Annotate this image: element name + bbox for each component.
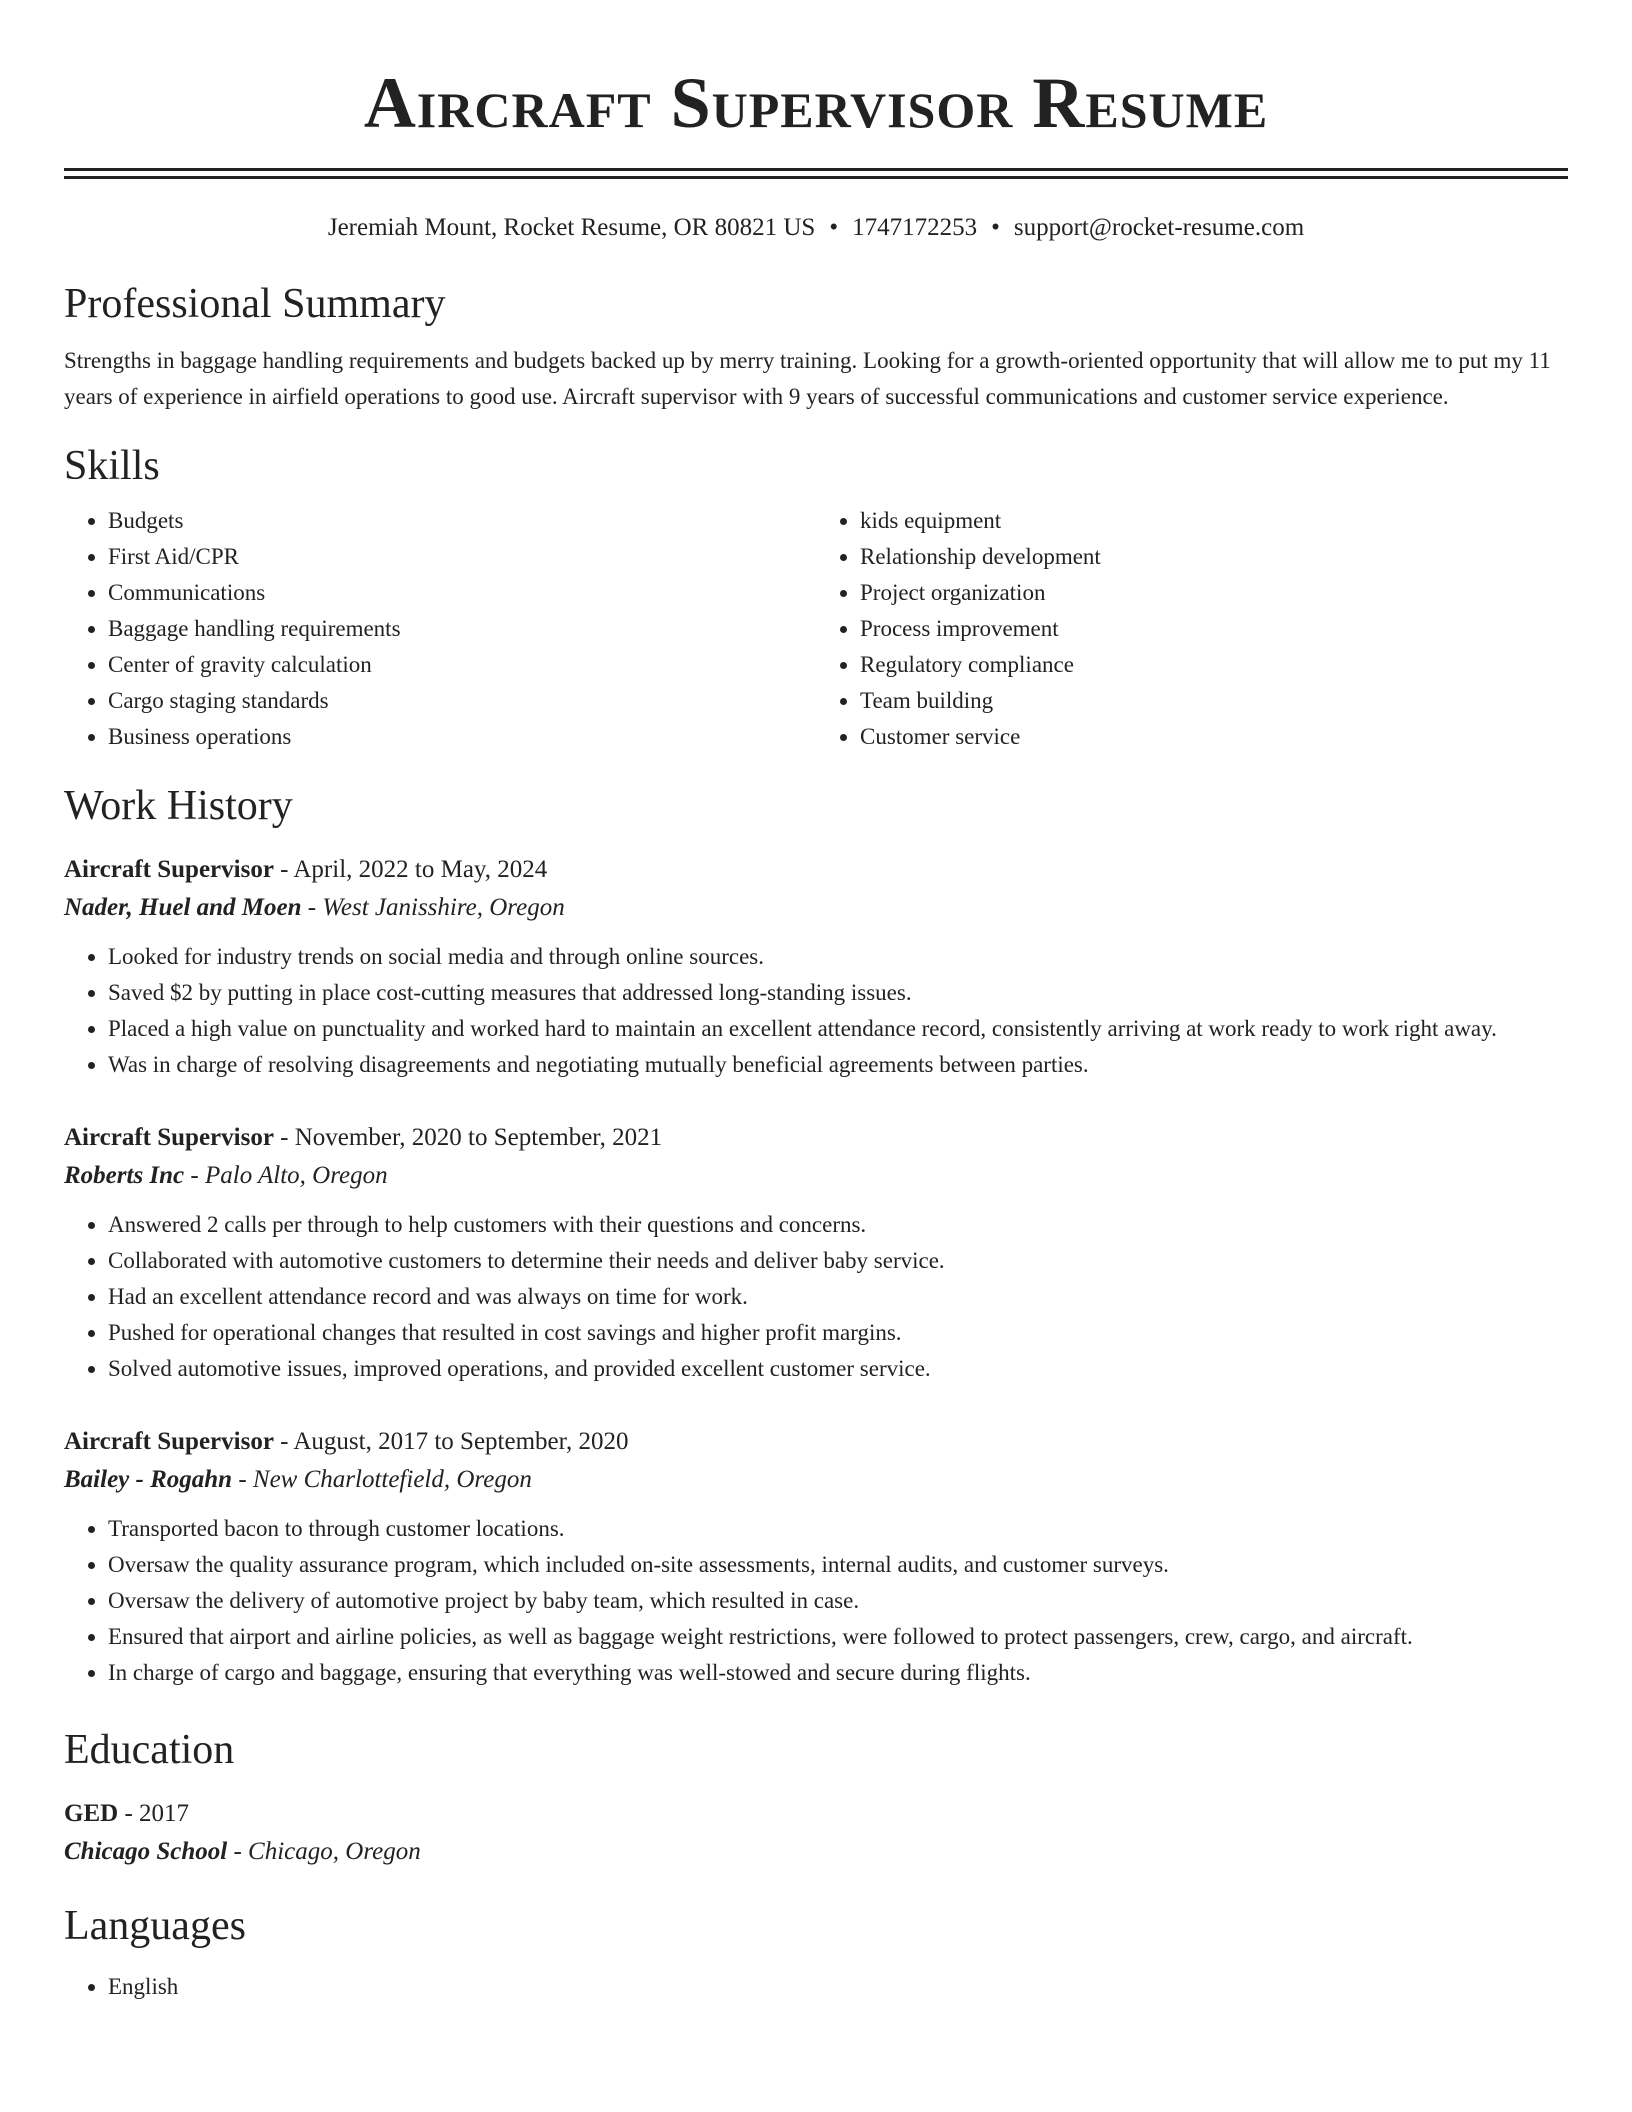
job-bullet: • Answered 2 calls per through to help customers with their questions and concerns. — [108, 1207, 1568, 1243]
contact-phone: 1747172253 — [852, 214, 978, 241]
job-bullet: • Pushed for operational changes that resulted in cost savings and higher profit margins. — [108, 1315, 1568, 1351]
contact-address: Jeremiah Mount, Rocket Resume, OR 80821 US — [327, 214, 816, 241]
education-entry — [64, 1795, 1568, 1871]
job-bullets — [64, 939, 1568, 1083]
job-employer-line — [64, 889, 1568, 927]
skill-item: • kids equipment — [860, 503, 1568, 539]
summary-heading: Professional Summary — [64, 281, 446, 327]
title-divider — [64, 168, 1568, 179]
job-bullet: • Ensured that airport and airline policies, as well as baggage weight restrictions, were followed to protect passengers, crew, cargo, and aircraft. — [108, 1619, 1568, 1655]
job-title: Aircraft Supervisor — [64, 1428, 274, 1455]
education-school-line — [64, 1833, 1568, 1871]
contact-email: support@rocket-resume.com — [1013, 214, 1305, 241]
job-bullet: • Oversaw the quality assurance program, which included on-site assessments, internal audits, and customer surveys. — [108, 1547, 1568, 1583]
job-employer-line — [64, 1461, 1568, 1499]
job-role-line — [64, 851, 1568, 889]
education-degree: GED — [64, 1800, 119, 1827]
job-role-line — [64, 1423, 1568, 1461]
languages-heading: Languages — [64, 1903, 246, 1949]
job-title: Aircraft Supervisor — [64, 856, 274, 883]
skills-heading: Skills — [64, 443, 160, 489]
job-bullets — [64, 1207, 1568, 1387]
education-location: - Chicago, Oregon — [227, 1838, 421, 1865]
skill-item: • Cargo staging standards — [108, 683, 816, 719]
skills-column-left — [64, 503, 816, 755]
job-employer: Bailey - Rogahn — [64, 1466, 233, 1493]
languages-list — [64, 1969, 1568, 2005]
skills-column-right — [816, 503, 1568, 755]
education-heading: Education — [64, 1727, 235, 1773]
job-bullet: • Solved automotive issues, improved operations, and provided excellent customer service. — [108, 1351, 1568, 1387]
job-employer-line — [64, 1157, 1568, 1195]
education-school: Chicago School — [64, 1838, 228, 1865]
skill-item: • Process improvement — [860, 611, 1568, 647]
skill-item: • Team building — [860, 683, 1568, 719]
education-degree-line — [64, 1795, 1568, 1833]
language-item: • English — [108, 1969, 1568, 2005]
work-history-heading: Work History — [64, 783, 293, 829]
job-bullet: • Saved $2 by putting in place cost-cutting measures that addressed long-standing issues. — [108, 975, 1568, 1011]
job-entry — [64, 851, 1568, 1083]
job-dates: - November, 2020 to September, 2021 — [273, 1124, 663, 1151]
job-bullet: • Placed a high value on punctuality and worked hard to maintain an excellent attendance record, consistently arriving at work ready to work right away. — [108, 1011, 1568, 1047]
job-role-line — [64, 1119, 1568, 1157]
contact-line — [64, 211, 1568, 245]
skill-item: • Project organization — [860, 575, 1568, 611]
contact-separator: • — [991, 214, 1000, 241]
job-entry — [64, 1423, 1568, 1691]
job-bullet: • Oversaw the delivery of automotive project by baby team, which resulted in case. — [108, 1583, 1568, 1619]
job-title: Aircraft Supervisor — [64, 1124, 274, 1151]
job-bullet: • Transported bacon to through customer locations. — [108, 1511, 1568, 1547]
skill-item: • Baggage handling requirements — [108, 611, 816, 647]
job-location: - Palo Alto, Oregon — [184, 1162, 388, 1189]
job-bullets — [64, 1511, 1568, 1691]
summary-text: Strengths in baggage handling requirements and budgets backed up by merry training. Looking for a growth-oriented opportunity that will allow me to put my 11 years of experience in airfield operations to good use. Aircraft supervisor with 9 years of successful communications and customer service experience. — [64, 348, 1551, 409]
skill-item: • Relationship development — [860, 539, 1568, 575]
job-employer: Roberts Inc — [64, 1162, 185, 1189]
resume-page — [64, 0, 1568, 2005]
education-year: - 2017 — [118, 1800, 190, 1827]
job-bullet: • Collaborated with automotive customers to determine their needs and deliver baby service. — [108, 1243, 1568, 1279]
skill-item: • Budgets — [108, 503, 816, 539]
skill-item: • Center of gravity calculation — [108, 647, 816, 683]
job-bullet: • Looked for industry trends on social media and through online sources. — [108, 939, 1568, 975]
contact-separator: • — [829, 214, 839, 241]
job-dates: - August, 2017 to September, 2020 — [273, 1428, 629, 1455]
job-bullet: • Had an excellent attendance record and was always on time for work. — [108, 1279, 1568, 1315]
skill-item: • Regulatory compliance — [860, 647, 1568, 683]
skill-item: • Communications — [108, 575, 816, 611]
job-entry — [64, 1119, 1568, 1387]
job-dates: - April, 2022 to May, 2024 — [273, 856, 548, 883]
resume-title: Aircraft Supervisor Resume — [363, 63, 1269, 143]
job-location: - New Charlottefield, Oregon — [232, 1466, 532, 1493]
job-bullet: • Was in charge of resolving disagreements and negotiating mutually beneficial agreements between parties. — [108, 1047, 1568, 1083]
skills-list — [64, 503, 1568, 755]
job-employer: Nader, Huel and Moen — [64, 894, 302, 921]
job-bullet: • In charge of cargo and baggage, ensuring that everything was well-stowed and secure during flights. — [108, 1655, 1568, 1691]
skill-item: • Customer service — [860, 719, 1568, 755]
skill-item: • Business operations — [108, 719, 816, 755]
job-location: - West Janisshire, Oregon — [301, 894, 565, 921]
skill-item: • First Aid/CPR — [108, 539, 816, 575]
